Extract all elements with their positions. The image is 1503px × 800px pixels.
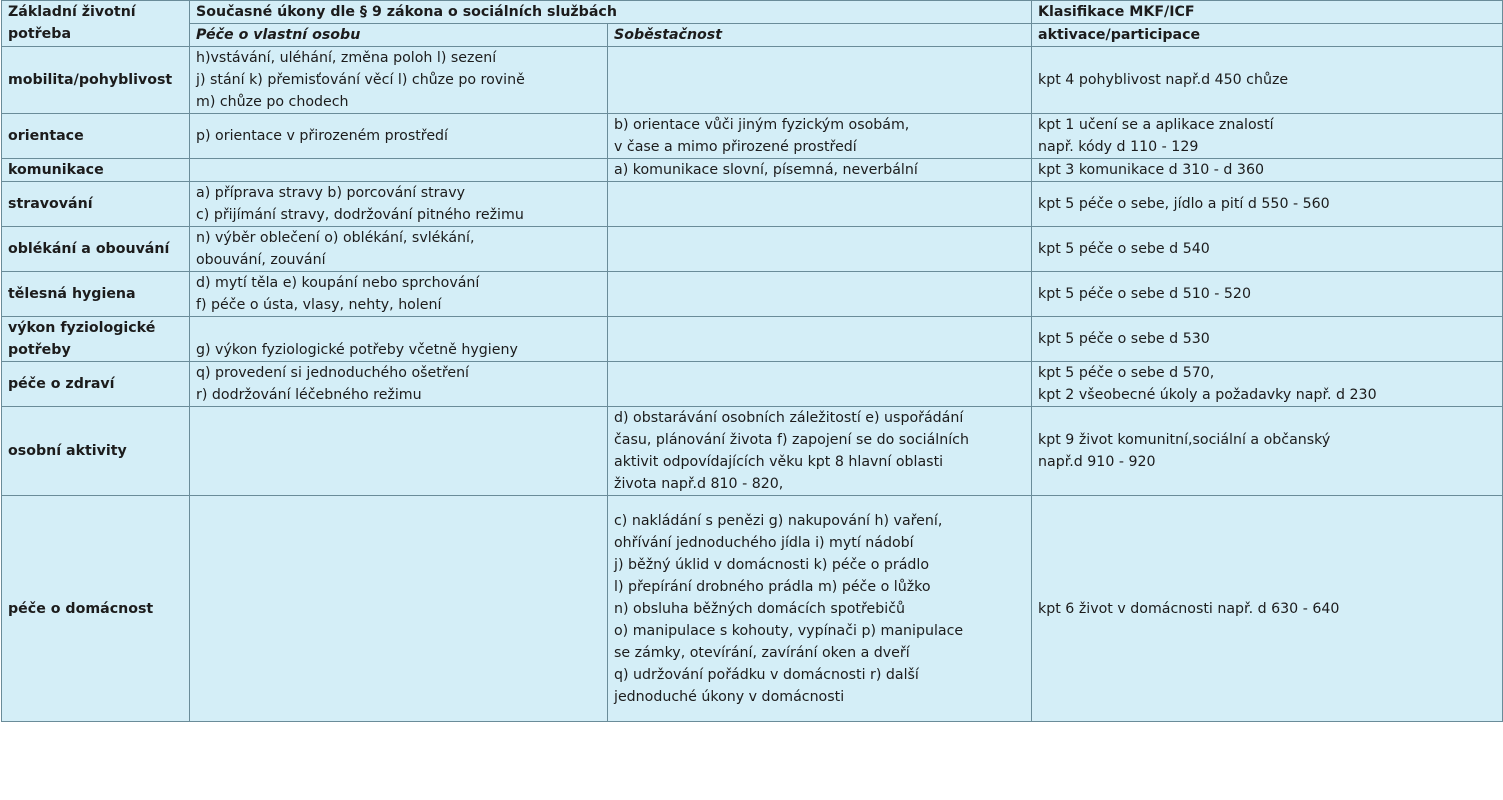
icf-cell: kpt 3 komunikace d 310 - d 360 xyxy=(1032,159,1503,182)
table-row xyxy=(2,496,1503,722)
header-row-1 xyxy=(2,1,1503,24)
table-row xyxy=(2,407,1503,496)
need-cell: tělesná hygiena xyxy=(2,272,190,317)
self-sufficiency-cell: a) komunikace slovní, písemná, neverbální xyxy=(608,159,1032,182)
self-sufficiency-cell xyxy=(608,272,1032,317)
need-cell: oblékání a obouvání xyxy=(2,227,190,272)
self-sufficiency-cell xyxy=(608,227,1032,272)
personal-care-cell: g) výkon fyziologické potřeby včetně hygieny xyxy=(190,317,608,362)
table-row xyxy=(2,159,1503,182)
header-personal-care: Péče o vlastní osobu xyxy=(190,24,608,47)
self-sufficiency-cell: d) obstarávání osobních záležitostí e) uspořádání času, plánování života f) zapojení se do sociálních aktivit odpovídajících věku kpt 8 hlavní oblasti života např.d 810 - 820, xyxy=(608,407,1032,496)
need-cell: orientace xyxy=(2,114,190,159)
icf-cell: kpt 5 péče o sebe d 530 xyxy=(1032,317,1503,362)
self-sufficiency-cell xyxy=(608,47,1032,114)
self-sufficiency-cell: b) orientace vůči jiným fyzickým osobám, v čase a mimo přirozené prostředí xyxy=(608,114,1032,159)
table-row xyxy=(2,114,1503,159)
need-cell: komunikace xyxy=(2,159,190,182)
header-self-sufficiency: Soběstačnost xyxy=(608,24,1032,47)
personal-care-cell xyxy=(190,407,608,496)
personal-care-cell: d) mytí těla e) koupání nebo sprchování f) péče o ústa, vlasy, nehty, holení xyxy=(190,272,608,317)
personal-care-cell xyxy=(190,496,608,722)
self-sufficiency-cell xyxy=(608,362,1032,407)
personal-care-cell: n) výběr oblečení o) oblékání, svlékání, obouvání, zouvání xyxy=(190,227,608,272)
table-row xyxy=(2,47,1503,114)
self-sufficiency-cell xyxy=(608,317,1032,362)
table-row xyxy=(2,182,1503,227)
personal-care-cell: a) příprava stravy b) porcování stravy c) přijímání stravy, dodržování pitného režimu xyxy=(190,182,608,227)
icf-cell: kpt 5 péče o sebe d 510 - 520 xyxy=(1032,272,1503,317)
personal-care-cell: h)vstávání, uléhání, změna poloh l) sezení j) stání k) přemisťování věcí l) chůze po rovině m) chůze po chodech xyxy=(190,47,608,114)
table-row xyxy=(2,227,1503,272)
need-cell: péče o zdraví xyxy=(2,362,190,407)
table-row xyxy=(2,362,1503,407)
icf-cell: kpt 5 péče o sebe, jídlo a pití d 550 - 560 xyxy=(1032,182,1503,227)
icf-cell: kpt 6 život v domácnosti např. d 630 - 640 xyxy=(1032,496,1503,722)
header-current-acts: Současné úkony dle § 9 zákona o sociálních službách xyxy=(190,1,1032,24)
personal-care-cell xyxy=(190,159,608,182)
need-cell: péče o domácnost xyxy=(2,496,190,722)
self-sufficiency-cell: c) nakládání s penězi g) nakupování h) vaření, ohřívání jednoduchého jídla i) mytí nádobí j) běžný úklid v domácnosti k) péče o prádlo l) přepírání drobného prádla m) péče o lůžko n) obsluha běžných domácích spotřebičů o) manipulace s kohouty, vypínači p) manipulace se zámky, otevírání, zavírání oken a dveří q) udržování pořádku v domácnosti r) další jednoduché úkony v domácnosti xyxy=(608,496,1032,722)
need-cell: osobní aktivity xyxy=(2,407,190,496)
icf-cell: kpt 9 život komunitní,sociální a občanský např.d 910 - 920 xyxy=(1032,407,1503,496)
self-sufficiency-cell xyxy=(608,182,1032,227)
header-row-2 xyxy=(2,24,1503,47)
header-basic-need: Základní životní potřeba xyxy=(2,1,190,47)
table-row xyxy=(2,317,1503,362)
header-icf-activity: aktivace/participace xyxy=(1032,24,1503,47)
table-row xyxy=(2,272,1503,317)
need-cell: stravování xyxy=(2,182,190,227)
icf-cell: kpt 5 péče o sebe d 540 xyxy=(1032,227,1503,272)
icf-cell: kpt 1 učení se a aplikace znalostí např. kódy d 110 - 129 xyxy=(1032,114,1503,159)
icf-cell: kpt 4 pohyblivost např.d 450 chůze xyxy=(1032,47,1503,114)
need-cell: mobilita/pohyblivost xyxy=(2,47,190,114)
needs-table xyxy=(1,0,1503,722)
personal-care-cell: q) provedení si jednoduchého ošetření r) dodržování léčebného režimu xyxy=(190,362,608,407)
need-cell: výkon fyziologické potřeby xyxy=(2,317,190,362)
icf-cell: kpt 5 péče o sebe d 570, kpt 2 všeobecné úkoly a požadavky např. d 230 xyxy=(1032,362,1503,407)
personal-care-cell: p) orientace v přirozeném prostředí xyxy=(190,114,608,159)
header-icf: Klasifikace MKF/ICF xyxy=(1032,1,1503,24)
